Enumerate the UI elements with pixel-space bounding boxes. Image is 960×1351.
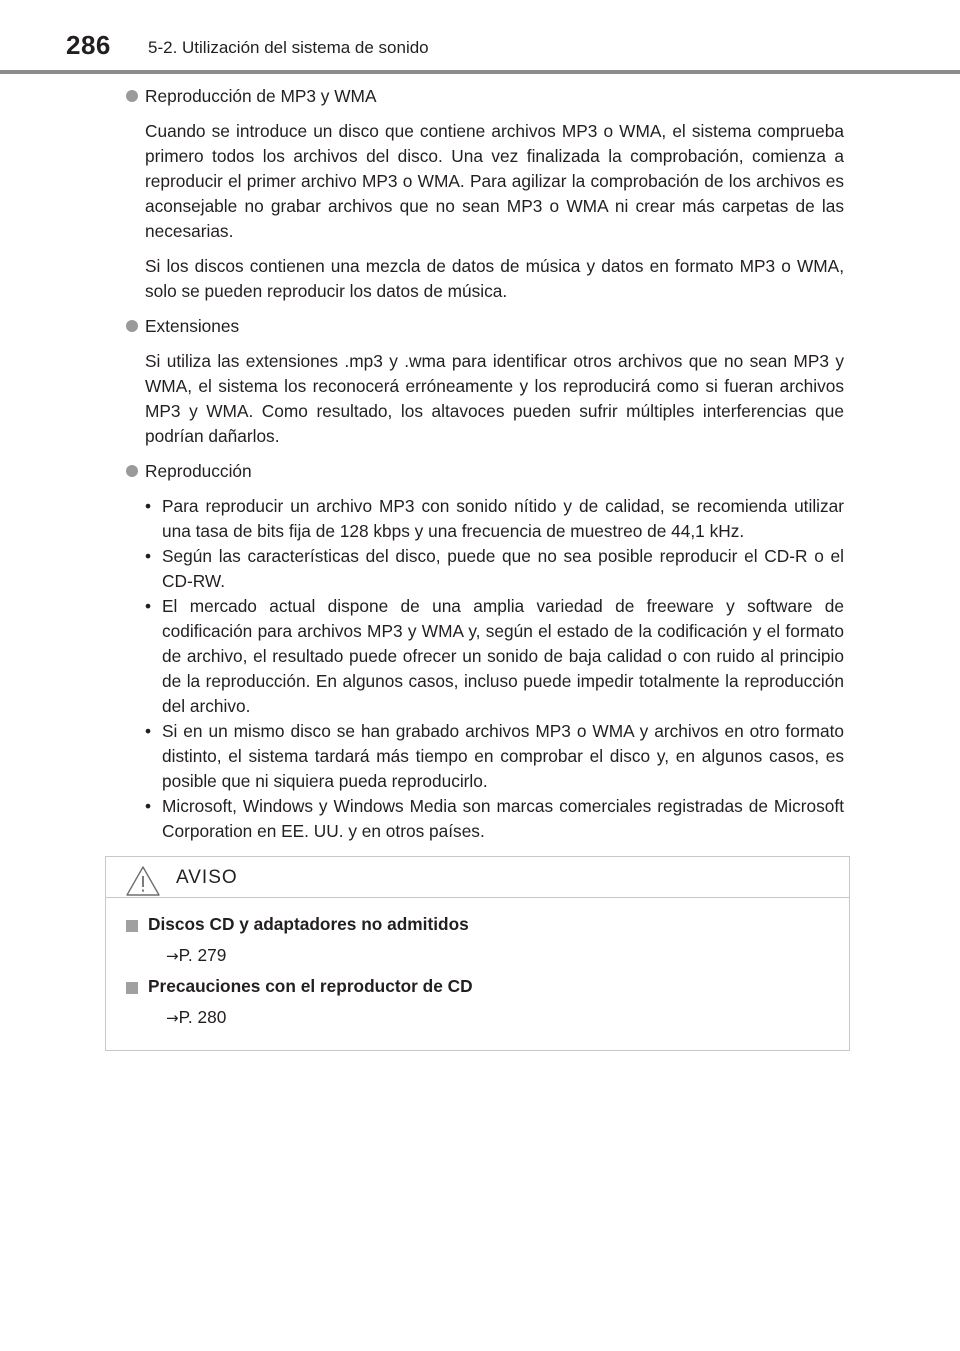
list-item: • Para reproducir un archivo MP3 con sonido nítido y de calidad, se recomienda utilizar una tasa de bits fija de 128 kbps y una frecuencia de muestreo de 44,1 kHz. bbox=[145, 496, 844, 541]
main-content bbox=[126, 84, 844, 844]
page-reference: →P. 280 bbox=[166, 1007, 227, 1027]
aviso-title: AVISO bbox=[176, 867, 238, 888]
paragraph: Si los discos contienen una mezcla de datos de música y datos en formato MP3 o WMA, solo se pueden reproducir los datos de música. bbox=[145, 256, 844, 301]
aviso-header bbox=[106, 857, 849, 898]
aviso-item bbox=[126, 960, 826, 1027]
section-heading-text: Reproducción bbox=[145, 461, 252, 481]
bullet-dot-icon bbox=[126, 465, 138, 477]
bullet-dot-icon bbox=[126, 320, 138, 332]
paragraph: Si utiliza las extensiones .mp3 y .wma para identificar otros archivos que no sean MP3 y WMA, el sistema los reconocerá erróneamente y los reproducirá como si fueran archivos MP3 y WMA. Como resultado, los altavoces pueden sufrir múltiples interferencias que podrían dañarlos. bbox=[145, 351, 844, 446]
arrow-right-icon: → bbox=[166, 1009, 179, 1027]
section-heading-text: Reproducción de MP3 y WMA bbox=[145, 86, 377, 106]
list-item: • Microsoft, Windows y Windows Media son marcas comerciales registradas de Microsoft Corporation en EE. UU. y en otros países. bbox=[145, 796, 844, 841]
paragraph: Cuando se introduce un disco que contiene archivos MP3 o WMA, el sistema comprueba primero todos los archivos del disco. Una vez finalizada la comprobación, comienza a reproducir el primer archivo MP3 o WMA. Para agilizar la comprobación de los archivos es aconsejable no grabar archivos que no sean MP3 o WMA ni crear más carpetas de las necesarias. bbox=[145, 121, 844, 241]
aviso-item bbox=[126, 898, 826, 965]
square-bullet-icon bbox=[126, 920, 138, 932]
square-bullet-icon bbox=[126, 982, 138, 994]
list-item: • Según las características del disco, puede que no sea posible reproducir el CD-R o el CD-RW. bbox=[145, 546, 844, 591]
page-number: 286 bbox=[66, 30, 111, 60]
section-heading bbox=[126, 459, 844, 484]
aviso-box bbox=[105, 856, 850, 1051]
aviso-item-title: Discos CD y adaptadores no admitidos bbox=[148, 914, 469, 934]
page-reference: →P. 279 bbox=[166, 945, 227, 965]
list-item: • El mercado actual dispone de una amplia variedad de freeware y software de codificación para archivos MP3 y WMA y, según el estado de la codificación y el formato de archivo, el resultado puede ofrecer un sonido de baja calidad o con ruido al principio de la reproducción. En algunos casos, incluso puede impedir totalmente la reproducción del archivo. bbox=[145, 596, 844, 716]
section-heading-text: Extensiones bbox=[145, 316, 240, 336]
page-header bbox=[0, 0, 960, 76]
bullet-dot-icon bbox=[126, 90, 138, 102]
section-title: 5-2. Utilización del sistema de sonido bbox=[148, 38, 429, 57]
section-heading bbox=[126, 84, 844, 109]
header-divider bbox=[0, 70, 960, 74]
aviso-item-title: Precauciones con el reproductor de CD bbox=[148, 976, 473, 996]
arrow-right-icon: → bbox=[166, 947, 179, 965]
bullet-list bbox=[145, 494, 844, 844]
section-heading bbox=[126, 314, 844, 339]
warning-triangle-icon bbox=[125, 865, 161, 897]
list-item: • Si en un mismo disco se han grabado archivos MP3 o WMA y archivos en otro formato distinto, el sistema tardará más tiempo en comprobar el disco y, en algunos casos, es posible que ni siquiera pueda reproducirlo. bbox=[145, 721, 844, 791]
